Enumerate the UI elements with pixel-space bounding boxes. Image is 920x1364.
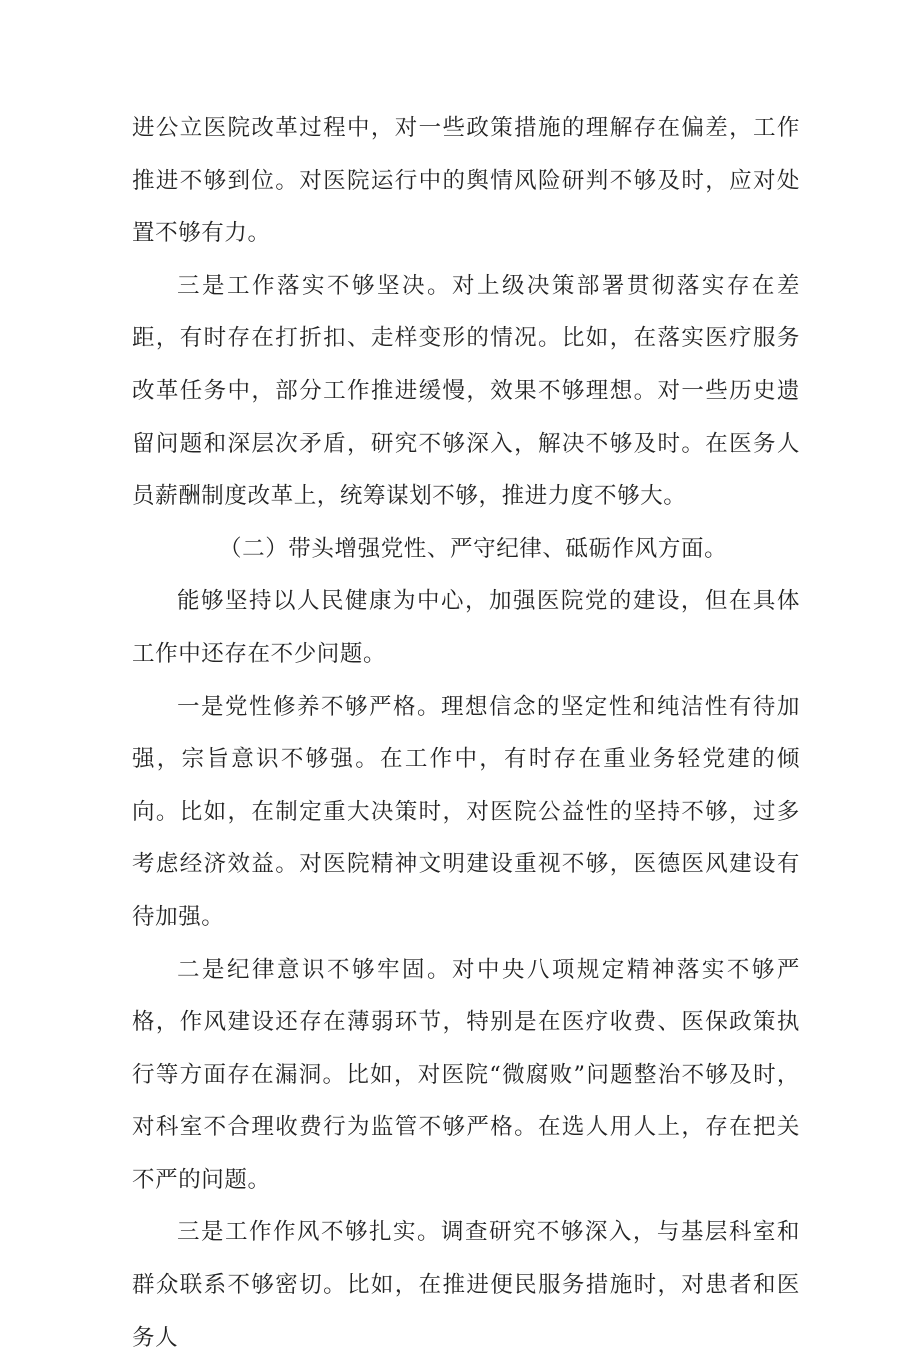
paragraph-discipline: 二是纪律意识不够牢固。对中央八项规定精神落实不够严格，作风建设还存在薄弱环节，特别是在医疗收费、医保政策执行等方面存在漏洞。比如，对医院“微腐败”问题整治不够及时，对科室不合理收费行为监管不够严格。在选人用人上，存在把关不严的问题。 xyxy=(132,956,800,1193)
paragraph-party-cultivation: 一是党性修养不够严格。理想信念的坚定性和纯洁性有待加强，宗旨意识不够强。在工作中，有时存在重业务轻党建的倾向。比如，在制定重大决策时，对医院公益性的坚持不够，过多考虑经济效益。对医院精神文明建设重视不够，医德医风建设有待加强。 xyxy=(132,693,800,930)
paragraph-continuation: 进公立医院改革过程中，对一些政策措施的理解存在偏差，工作推进不够到位。对医院运行中的舆情风险研判不够及时，应对处置不够有力。 xyxy=(132,115,800,247)
section-heading-party-spirit: （二）带头增强党性、严守纪律、砥砺作风方面。 xyxy=(219,535,728,562)
paragraph-work-implementation: 三是工作落实不够坚决。对上级决策部署贯彻落实存在差距，有时存在打折扣、走样变形的情况。比如，在落实医疗服务改革任务中，部分工作推进缓慢，效果不够理想。对一些历史遗留问题和深层次矛盾，研究不够深入，解决不够及时。在医务人员薪酬制度改革上，统筹谋划不够，推进力度不够大。 xyxy=(132,272,800,510)
document-body xyxy=(132,102,800,1364)
paragraph-work-style: 三是工作作风不够扎实。调查研究不够深入，与基层科室和群众联系不够密切。比如，在推进便民服务措施时，对患者和医务人 xyxy=(132,1219,800,1351)
paragraph-intro: 能够坚持以人民健康为中心，加强医院党的建设，但在具体工作中还存在不少问题。 xyxy=(132,588,800,667)
